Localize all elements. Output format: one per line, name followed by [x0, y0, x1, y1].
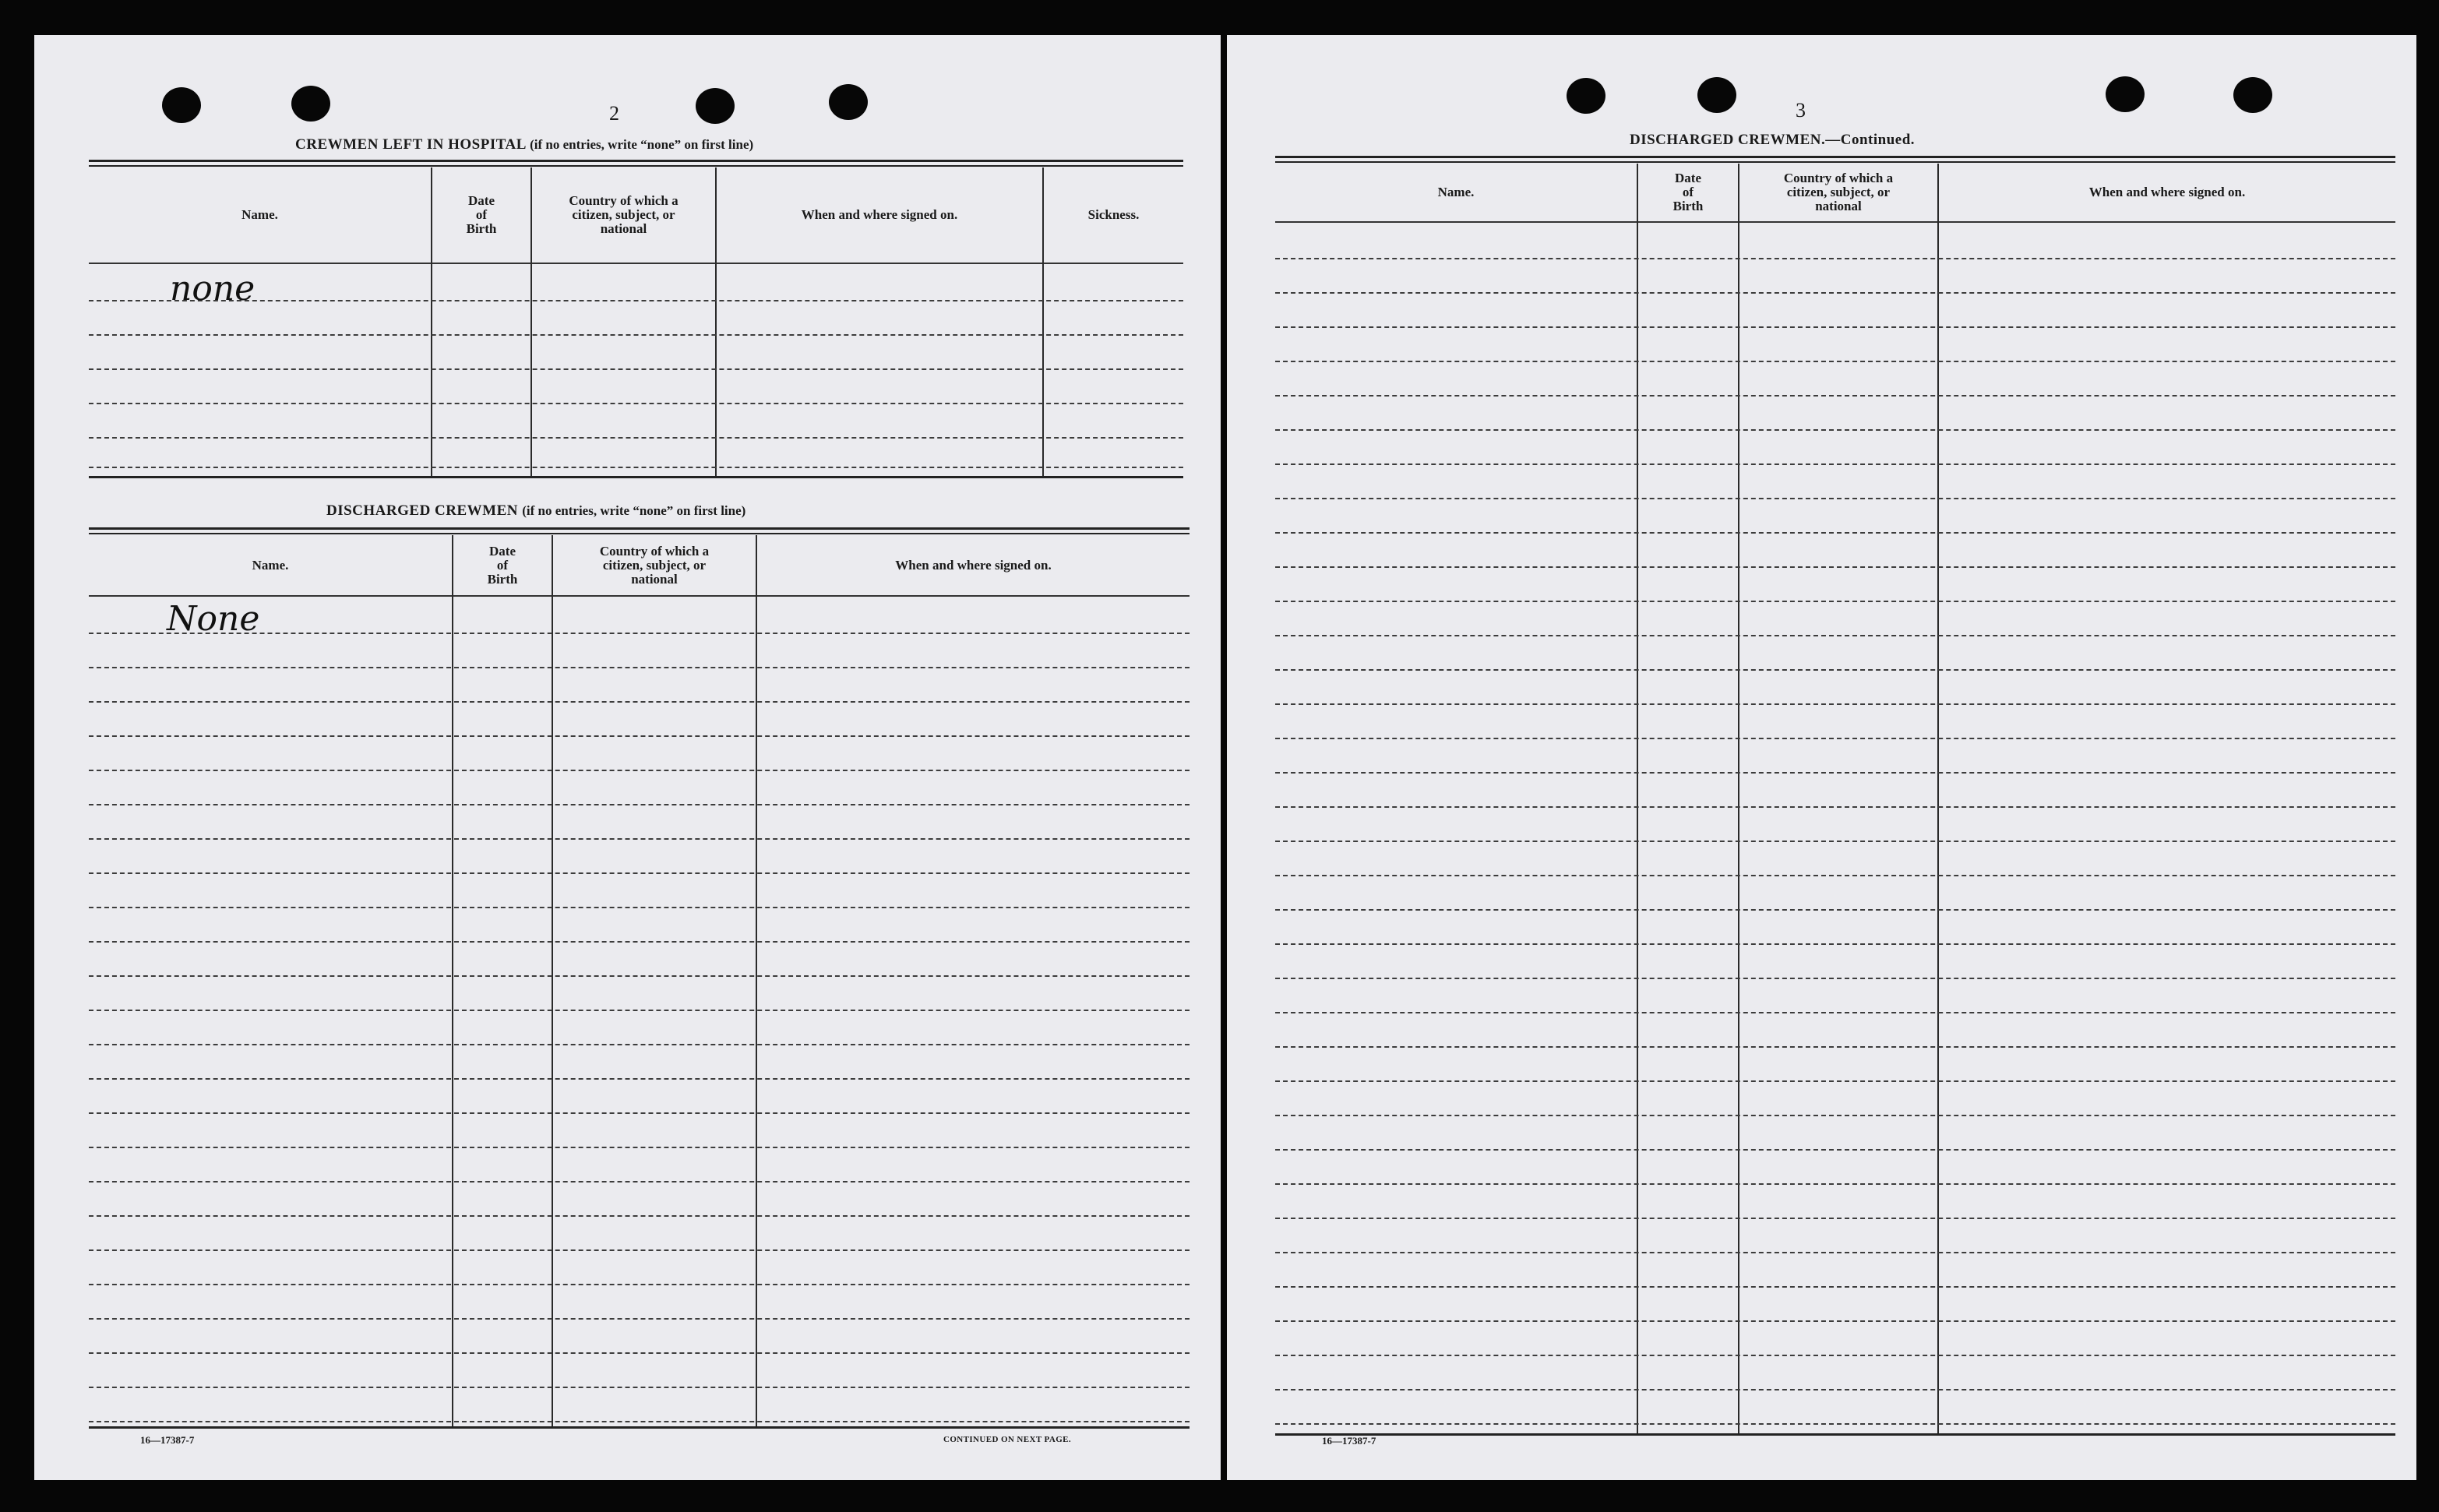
header-rule [89, 595, 1190, 597]
column-header-name: Name. [1437, 185, 1475, 199]
handwritten-entry: none [170, 269, 256, 308]
entry-line [1275, 1183, 2395, 1185]
column-divider [1738, 164, 1739, 1433]
handwritten-entry: None [167, 599, 260, 639]
hospital-heading: CREWMEN LEFT IN HOSPITAL (if no entries, write “none” on first line) [295, 136, 754, 153]
entry-line [1275, 1080, 2395, 1082]
entry-line [89, 1112, 1190, 1114]
entry-line [1275, 395, 2395, 397]
discharged-table [89, 527, 1190, 1431]
entry-line [1275, 772, 2395, 774]
entry-line [89, 770, 1190, 771]
column-header-country: Country of which a citizen, subject, or national [569, 193, 678, 236]
entry-line [1275, 978, 2395, 979]
column-divider [552, 535, 553, 1426]
entry-line [89, 403, 1183, 404]
entry-line [89, 1249, 1190, 1251]
entry-line [89, 1352, 1190, 1354]
entry-line [1275, 1355, 2395, 1356]
entry-line [89, 1215, 1190, 1217]
column-divider [452, 535, 453, 1426]
header-rule [1275, 221, 2395, 223]
discharged-heading: DISCHARGED CREWMEN (if no entries, write “none” on first line) [326, 502, 746, 519]
entry-line [89, 334, 1183, 336]
entry-line [1275, 1286, 2395, 1288]
column-divider [1937, 164, 1939, 1433]
entry-line [89, 667, 1190, 668]
bottom-rule [89, 476, 1183, 478]
punch-hole [696, 88, 735, 124]
entry-line [1275, 326, 2395, 328]
form-number: 16—17387-7 [140, 1434, 195, 1446]
entry-line [1275, 703, 2395, 705]
punch-hole [291, 86, 330, 122]
punch-hole [162, 87, 201, 123]
entry-line [1275, 1115, 2395, 1116]
entry-line [1275, 292, 2395, 294]
entry-line [1275, 1149, 2395, 1151]
entry-line [1275, 1389, 2395, 1390]
punch-hole [2233, 77, 2272, 113]
entry-line [1275, 1252, 2395, 1253]
entry-line [89, 633, 1190, 634]
left-page [34, 35, 1221, 1480]
entry-line [89, 1284, 1190, 1285]
column-header-date-of-birth: Date of Birth [1672, 171, 1704, 213]
top-rule [89, 165, 1183, 167]
column-header-date-of-birth: Date of Birth [487, 543, 518, 587]
entry-line [89, 1421, 1190, 1422]
column-header-country: Country of which a citizen, subject, or national [1783, 171, 1894, 213]
column-divider [1637, 164, 1638, 1433]
page-number: 3 [1796, 99, 1806, 122]
discharged-continued-heading: DISCHARGED CREWMEN.—Continued. [1630, 132, 1916, 148]
column-header-signed-on: When and where signed on. [801, 207, 958, 222]
entry-line [1275, 1046, 2395, 1048]
column-header-name: Name. [241, 207, 278, 222]
punch-hole [1697, 77, 1736, 113]
entry-line [89, 941, 1190, 943]
entry-line [1275, 738, 2395, 739]
discharged-continued-table [1275, 156, 2395, 1440]
entry-line [89, 1147, 1190, 1148]
entry-line [1275, 943, 2395, 945]
top-rule [1275, 156, 2395, 158]
entry-line [89, 735, 1190, 737]
top-rule [89, 160, 1183, 162]
column-header-signed-on: When and where signed on. [895, 557, 1052, 573]
column-header-country: Country of which a citizen, subject, or national [599, 543, 710, 587]
right-page [1227, 35, 2416, 1480]
entry-line [1275, 909, 2395, 911]
entry-line [89, 1387, 1190, 1388]
column-header-name: Name. [252, 557, 289, 573]
top-rule [89, 533, 1190, 534]
entry-line [1275, 635, 2395, 636]
punch-hole [1567, 78, 1605, 114]
entry-line [1275, 1012, 2395, 1013]
entry-line [89, 1078, 1190, 1080]
entry-line [1275, 361, 2395, 362]
entry-line [89, 838, 1190, 840]
entry-line [1275, 532, 2395, 534]
entry-line [89, 1181, 1190, 1182]
entry-line [1275, 875, 2395, 876]
entry-line [1275, 258, 2395, 259]
entry-line [89, 907, 1190, 908]
hospital-table [89, 160, 1183, 479]
entry-line [89, 368, 1183, 370]
entry-line [89, 467, 1183, 468]
entry-line [1275, 498, 2395, 499]
entry-line [89, 1318, 1190, 1320]
entry-line [1275, 841, 2395, 842]
top-rule [1275, 161, 2395, 163]
entry-line [1275, 669, 2395, 671]
column-divider [756, 535, 757, 1426]
entry-line [1275, 566, 2395, 568]
entry-line [1275, 1423, 2395, 1425]
entry-line [1275, 429, 2395, 431]
punch-hole [2106, 76, 2145, 112]
continued-note: CONTINUED ON NEXT PAGE. [943, 1435, 1072, 1444]
column-header-signed-on: When and where signed on. [2088, 185, 2246, 199]
page-number: 2 [609, 102, 619, 125]
entry-line [89, 975, 1190, 977]
entry-line [1275, 806, 2395, 808]
bottom-rule [89, 1426, 1190, 1429]
form-number: 16—17387-7 [1322, 1435, 1376, 1447]
entry-line [1275, 1320, 2395, 1322]
entry-line [89, 804, 1190, 805]
entry-line [89, 437, 1183, 439]
entry-line [1275, 601, 2395, 602]
entry-line [89, 1044, 1190, 1045]
header-rule [89, 263, 1183, 264]
entry-line [1275, 463, 2395, 465]
bottom-rule [1275, 1433, 2395, 1436]
entry-line [89, 701, 1190, 703]
entry-line [89, 872, 1190, 874]
column-header-sickness: Sickness. [1087, 207, 1140, 222]
entry-line [1275, 1218, 2395, 1219]
entry-line [89, 1010, 1190, 1011]
column-header-date-of-birth: Date of Birth [466, 193, 497, 236]
top-rule [89, 527, 1190, 530]
punch-hole [829, 84, 868, 120]
